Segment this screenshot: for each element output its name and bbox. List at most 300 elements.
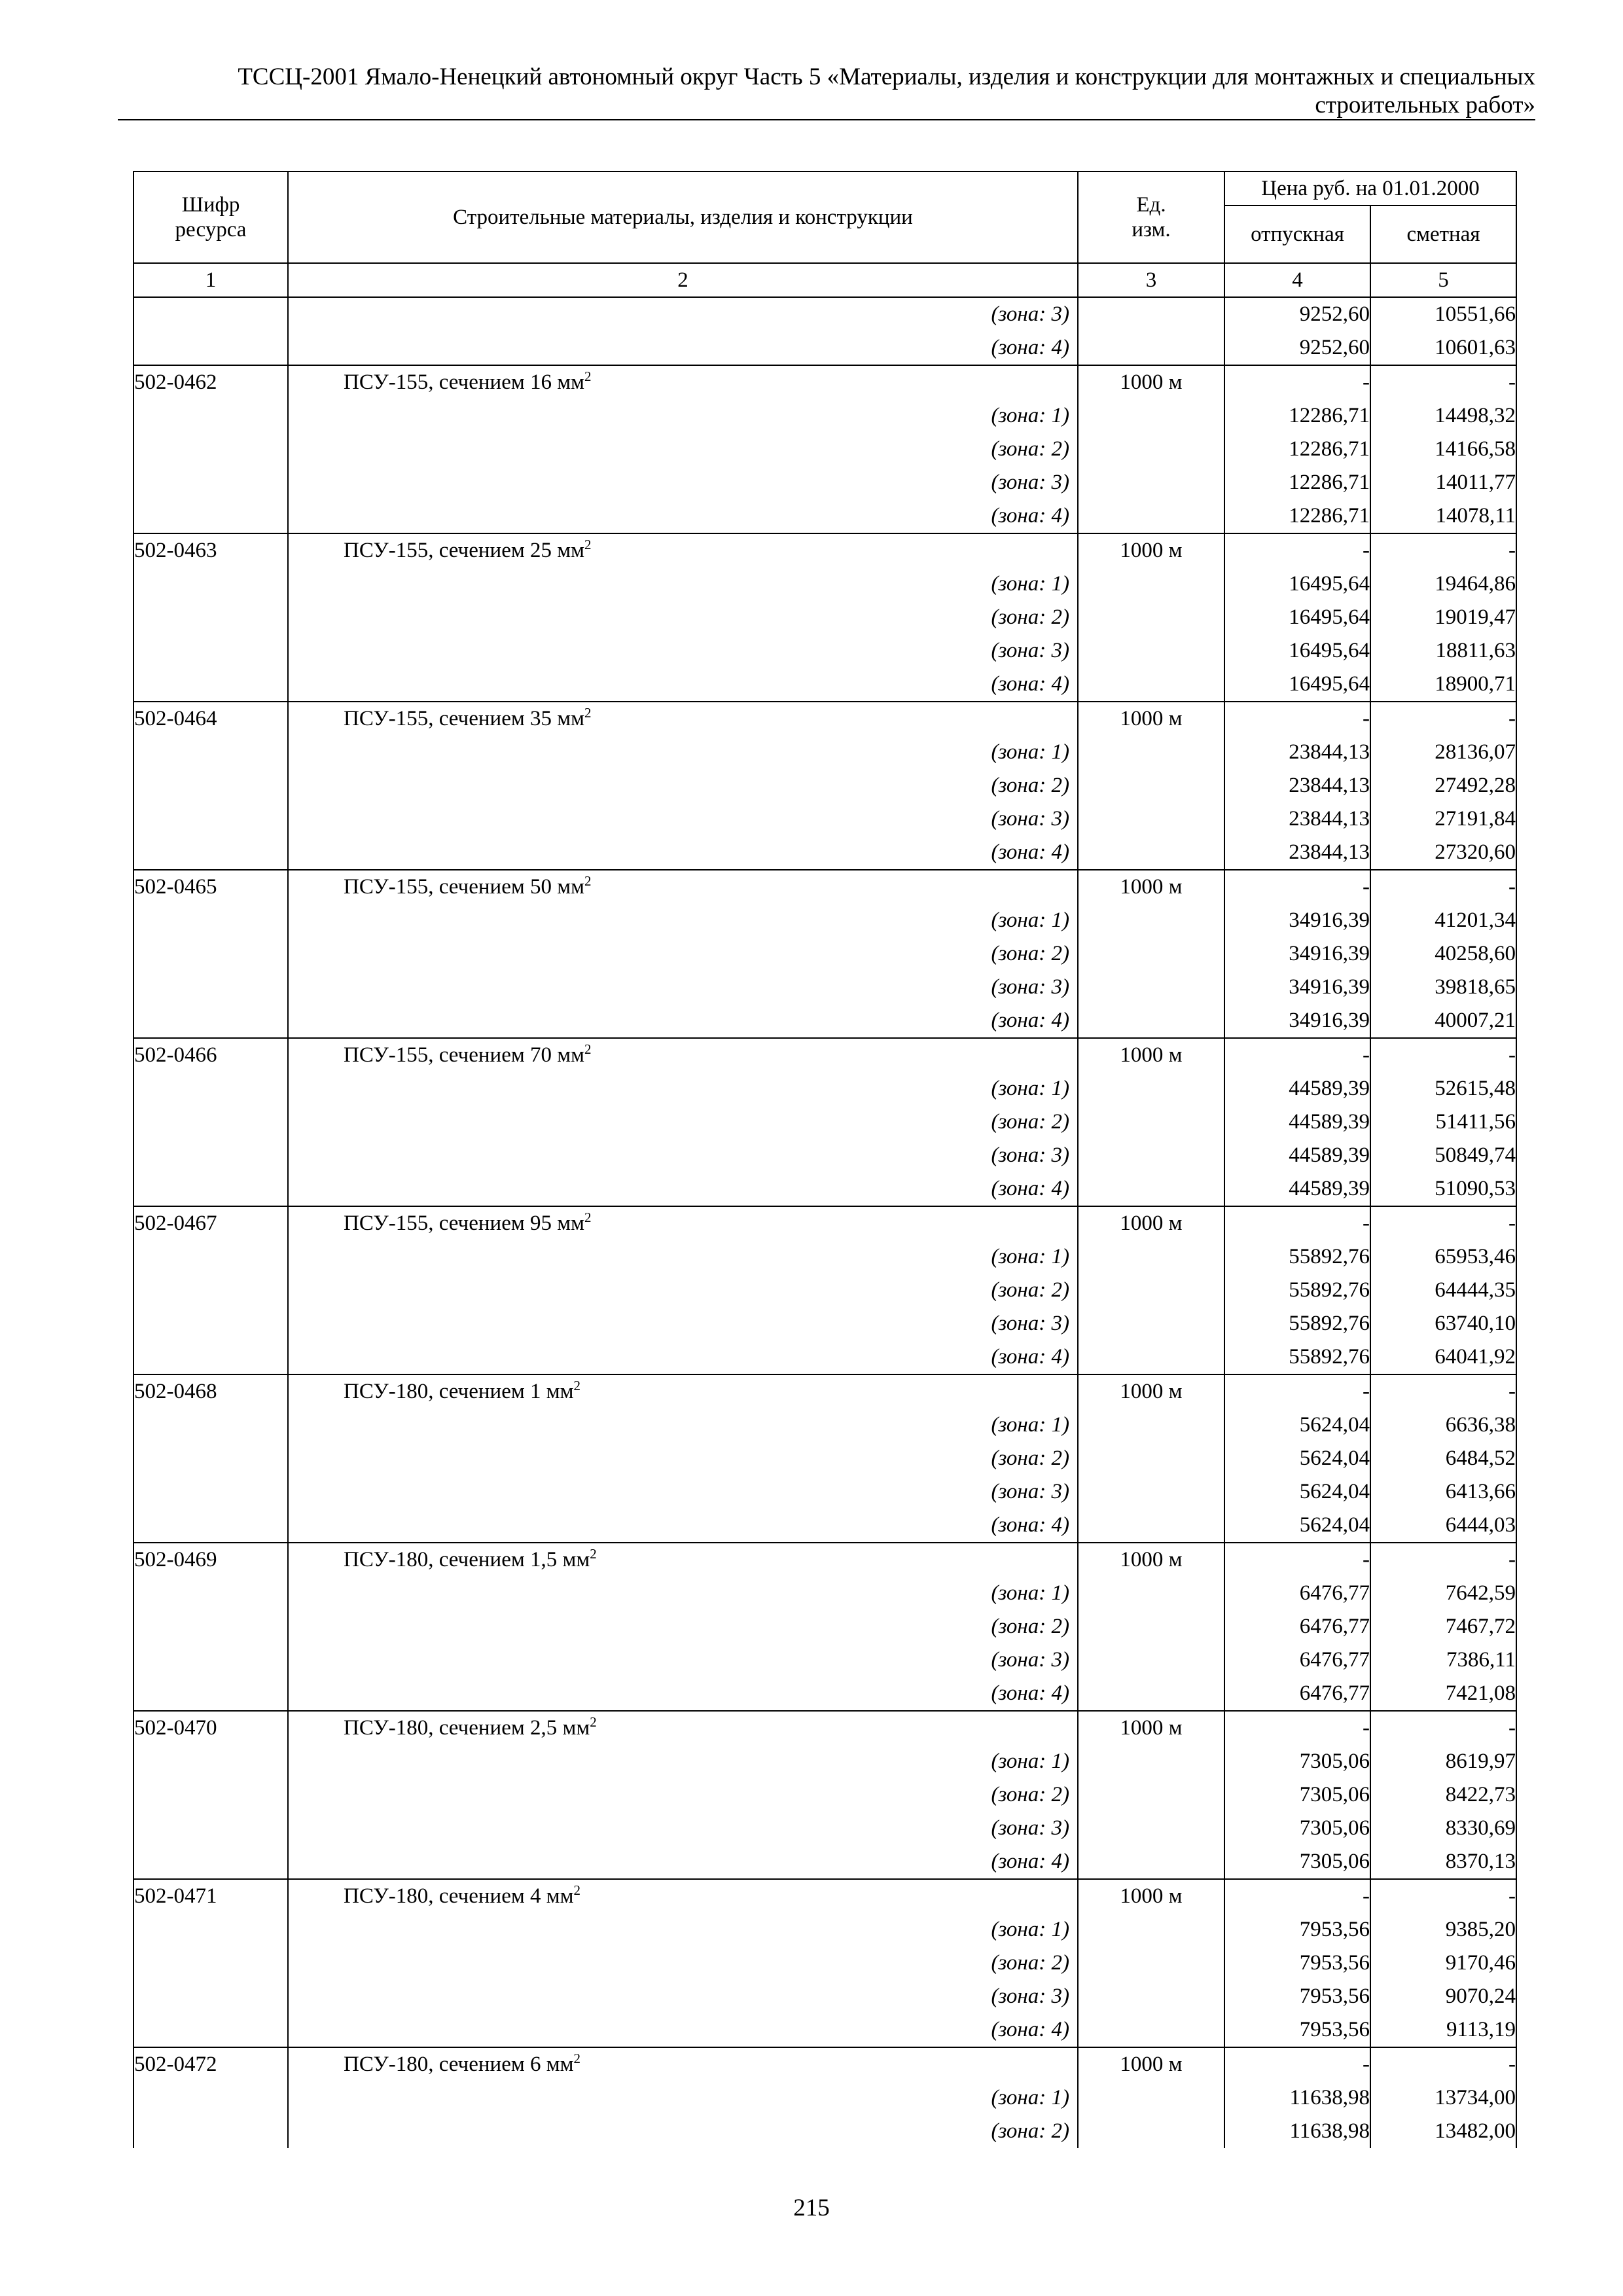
- resource-code: 502-0464: [134, 702, 288, 736]
- unit-cell-empty: [1078, 1139, 1224, 1172]
- unit-cell-empty: [1078, 466, 1224, 499]
- code-cell-empty: [134, 601, 288, 634]
- release-price: 7305,06: [1224, 1812, 1370, 1845]
- release-price: 34916,39: [1224, 1004, 1370, 1038]
- zone-cell: [288, 2115, 1078, 2148]
- material-name: ПСУ-155, сечением 95 мм: [344, 1211, 584, 1235]
- zone-row: [134, 1913, 1516, 1946]
- material-name-cell: [288, 365, 1078, 399]
- unit-superscript: 2: [573, 1378, 580, 1393]
- unit-cell-empty: [1078, 601, 1224, 634]
- column-header-release: отпускная: [1224, 206, 1370, 263]
- unit-cell-empty: [1078, 1274, 1224, 1307]
- estimate-price: 51090,53: [1370, 1172, 1516, 1206]
- zone-row: [134, 1812, 1516, 1845]
- zone-row: [134, 634, 1516, 668]
- zone-cell: [288, 836, 1078, 870]
- release-price: 16495,64: [1224, 601, 1370, 634]
- column-number: 3: [1078, 263, 1224, 297]
- code-cell-empty: [134, 668, 288, 702]
- code-cell-empty: [134, 1610, 288, 1643]
- zone-cell: [288, 499, 1078, 533]
- estimate-price: -: [1370, 1206, 1516, 1240]
- material-name-cell: [288, 1374, 1078, 1408]
- item-row: [134, 870, 1516, 904]
- zone-label: (зона: 1): [991, 908, 1069, 932]
- unit-cell-empty: [1078, 1745, 1224, 1778]
- zone-row: [134, 904, 1516, 937]
- unit-cell-empty: [1078, 971, 1224, 1004]
- unit-cell-empty: [1078, 1946, 1224, 1980]
- zone-row: [134, 399, 1516, 433]
- code-cell-empty: [134, 567, 288, 601]
- zone-cell: [288, 1240, 1078, 1274]
- estimate-price: 64444,35: [1370, 1274, 1516, 1307]
- release-price: 6476,77: [1224, 1677, 1370, 1711]
- zone-row: [134, 937, 1516, 971]
- estimate-price: 14498,32: [1370, 399, 1516, 433]
- code-cell-empty: [134, 1577, 288, 1610]
- resource-code: 502-0462: [134, 365, 288, 399]
- unit-cell-empty: [1078, 1105, 1224, 1139]
- material-name-cell: [288, 1711, 1078, 1745]
- zone-cell: [288, 331, 1078, 365]
- zone-cell: [288, 937, 1078, 971]
- release-price: 16495,64: [1224, 668, 1370, 702]
- code-cell-empty: [134, 1340, 288, 1374]
- unit-of-measure: 1000 м: [1078, 1879, 1224, 1913]
- zone-cell: [288, 634, 1078, 668]
- zone-label: (зона: 1): [991, 1581, 1069, 1605]
- estimate-price: 52615,48: [1370, 1072, 1516, 1105]
- code-cell-empty: [134, 2013, 288, 2047]
- item-row: [134, 1711, 1516, 1745]
- estimate-price: 63740,10: [1370, 1307, 1516, 1340]
- release-price: 34916,39: [1224, 904, 1370, 937]
- estimate-price: 9070,24: [1370, 1980, 1516, 2013]
- release-price: 7305,06: [1224, 1745, 1370, 1778]
- code-cell-empty: [134, 769, 288, 802]
- code-cell-empty: [134, 1812, 288, 1845]
- code-cell-empty: [134, 1509, 288, 1543]
- page-number: 215: [793, 2195, 830, 2221]
- column-header-estimate: сметная: [1370, 206, 1516, 263]
- column-number: 5: [1370, 263, 1516, 297]
- code-cell-empty: [134, 1845, 288, 1879]
- estimate-price: -: [1370, 870, 1516, 904]
- unit-cell-empty: [1078, 399, 1224, 433]
- code-cell-empty: [134, 802, 288, 836]
- code-cell-empty: [134, 1913, 288, 1946]
- estimate-price: 19464,86: [1370, 567, 1516, 601]
- material-name-cell: [288, 702, 1078, 736]
- unit-of-measure: 1000 м: [1078, 870, 1224, 904]
- item-row: [134, 533, 1516, 567]
- zone-row: [134, 1072, 1516, 1105]
- code-cell-empty: [134, 1677, 288, 1711]
- estimate-price: 8330,69: [1370, 1812, 1516, 1845]
- zone-label: (зона: 4): [991, 1345, 1069, 1369]
- zone-label: (зона: 2): [991, 1446, 1069, 1470]
- code-cell-empty: [134, 634, 288, 668]
- zone-cell: [288, 1072, 1078, 1105]
- zone-label: (зона: 2): [991, 605, 1069, 629]
- zone-label: (зона: 1): [991, 1918, 1069, 1941]
- estimate-price: 39818,65: [1370, 971, 1516, 1004]
- code-cell-empty: [134, 904, 288, 937]
- unit-of-measure: 1000 м: [1078, 365, 1224, 399]
- unit-cell-empty: [1078, 736, 1224, 769]
- estimate-price: -: [1370, 2047, 1516, 2081]
- zone-row: [134, 971, 1516, 1004]
- release-price: 12286,71: [1224, 433, 1370, 466]
- unit-cell-empty: [1078, 1778, 1224, 1812]
- zone-cell: [288, 567, 1078, 601]
- release-price: 23844,13: [1224, 836, 1370, 870]
- zone-row: [134, 433, 1516, 466]
- zone-label: (зона: 2): [991, 942, 1069, 965]
- zone-label: (зона: 4): [991, 672, 1069, 696]
- zone-cell: [288, 1913, 1078, 1946]
- zone-row: [134, 802, 1516, 836]
- unit-cell-empty: [1078, 1340, 1224, 1374]
- zone-label: (зона: 2): [991, 774, 1069, 797]
- code-cell-empty: [134, 1105, 288, 1139]
- code-cell-empty: [134, 1307, 288, 1340]
- column-numbers-row: [134, 263, 1516, 297]
- zone-cell: [288, 1610, 1078, 1643]
- unit-cell-empty: [1078, 1610, 1224, 1643]
- unit-cell-empty: [1078, 433, 1224, 466]
- unit-cell-empty: [1078, 331, 1224, 365]
- unit-cell-empty: [1078, 499, 1224, 533]
- item-row: [134, 1879, 1516, 1913]
- resource-code: 502-0467: [134, 1206, 288, 1240]
- code-cell-empty: [134, 736, 288, 769]
- code-cell-empty: [134, 297, 288, 331]
- zone-label: (зона: 1): [991, 1245, 1069, 1268]
- release-price: -: [1224, 870, 1370, 904]
- zone-label: (зона: 2): [991, 1615, 1069, 1638]
- zone-cell: [288, 1004, 1078, 1038]
- estimate-price: -: [1370, 1038, 1516, 1072]
- unit-of-measure: 1000 м: [1078, 2047, 1224, 2081]
- unit-cell-empty: [1078, 1677, 1224, 1711]
- release-price: -: [1224, 1374, 1370, 1408]
- estimate-price: 40007,21: [1370, 1004, 1516, 1038]
- estimate-price: 65953,46: [1370, 1240, 1516, 1274]
- zone-cell: [288, 399, 1078, 433]
- zone-label: (зона: 3): [991, 471, 1069, 494]
- zone-row: [134, 1845, 1516, 1879]
- resource-code: 502-0466: [134, 1038, 288, 1072]
- unit-cell-empty: [1078, 1172, 1224, 1206]
- estimate-price: -: [1370, 1879, 1516, 1913]
- price-table: [133, 171, 1517, 2148]
- unit-cell-empty: [1078, 668, 1224, 702]
- zone-row: [134, 668, 1516, 702]
- zone-row: [134, 769, 1516, 802]
- estimate-price: 14166,58: [1370, 433, 1516, 466]
- item-row: [134, 1038, 1516, 1072]
- unit-of-measure: 1000 м: [1078, 1038, 1224, 1072]
- code-cell-empty: [134, 1980, 288, 2013]
- unit-cell-empty: [1078, 2013, 1224, 2047]
- release-price: 23844,13: [1224, 769, 1370, 802]
- zone-row: [134, 1577, 1516, 1610]
- code-cell-empty: [134, 1004, 288, 1038]
- item-row: [134, 1206, 1516, 1240]
- zone-label: (зона: 4): [991, 840, 1069, 864]
- zone-cell: [288, 736, 1078, 769]
- estimate-price: 13734,00: [1370, 2081, 1516, 2115]
- release-price: 7953,56: [1224, 2013, 1370, 2047]
- unit-cell-empty: [1078, 1408, 1224, 1442]
- release-price: 7953,56: [1224, 1946, 1370, 1980]
- zone-label: (зона: 1): [991, 740, 1069, 764]
- zone-cell: [288, 1307, 1078, 1340]
- zone-row: [134, 1408, 1516, 1442]
- release-price: 7953,56: [1224, 1913, 1370, 1946]
- release-price: -: [1224, 1038, 1370, 1072]
- release-price: 5624,04: [1224, 1475, 1370, 1509]
- zone-label: (зона: 3): [991, 1984, 1069, 2008]
- unit-cell-empty: [1078, 769, 1224, 802]
- zone-cell: [288, 601, 1078, 634]
- zone-cell: [288, 433, 1078, 466]
- zone-label: (зона: 4): [991, 2018, 1069, 2041]
- estimate-price: 14011,77: [1370, 466, 1516, 499]
- release-price: -: [1224, 1206, 1370, 1240]
- zone-row: [134, 1004, 1516, 1038]
- release-price: 34916,39: [1224, 971, 1370, 1004]
- zone-row: [134, 601, 1516, 634]
- estimate-price: -: [1370, 702, 1516, 736]
- material-name: ПСУ-180, сечением 6 мм: [344, 2053, 574, 2076]
- zone-label: (зона: 1): [991, 1077, 1069, 1100]
- unit-of-measure: 1000 м: [1078, 1206, 1224, 1240]
- zone-cell: [288, 1577, 1078, 1610]
- release-price: 9252,60: [1224, 331, 1370, 365]
- zone-cell: [288, 1845, 1078, 1879]
- material-name: ПСУ-155, сечением 50 мм: [344, 875, 584, 899]
- release-price: 6476,77: [1224, 1610, 1370, 1643]
- release-price: 16495,64: [1224, 567, 1370, 601]
- zone-row: [134, 1172, 1516, 1206]
- code-cell-empty: [134, 1408, 288, 1442]
- zone-label: (зона: 3): [991, 1816, 1069, 1840]
- zone-row: [134, 1946, 1516, 1980]
- release-price: -: [1224, 1879, 1370, 1913]
- resource-code: 502-0472: [134, 2047, 288, 2081]
- resource-code: 502-0469: [134, 1543, 288, 1577]
- estimate-price: 19019,47: [1370, 601, 1516, 634]
- zone-row: [134, 1475, 1516, 1509]
- release-price: -: [1224, 365, 1370, 399]
- code-cell-empty: [134, 1442, 288, 1475]
- zone-row: [134, 1509, 1516, 1543]
- release-price: 55892,76: [1224, 1340, 1370, 1374]
- unit-cell-empty: [1078, 937, 1224, 971]
- zone-row: [134, 1139, 1516, 1172]
- column-number: 4: [1224, 263, 1370, 297]
- unit-cell-empty: [1078, 1240, 1224, 1274]
- code-cell-empty: [134, 937, 288, 971]
- estimate-price: 27320,60: [1370, 836, 1516, 870]
- estimate-price: 6413,66: [1370, 1475, 1516, 1509]
- zone-cell: [288, 1340, 1078, 1374]
- release-price: 55892,76: [1224, 1274, 1370, 1307]
- zone-cell: [288, 1475, 1078, 1509]
- material-name: ПСУ-180, сечением 2,5 мм: [344, 1716, 590, 1740]
- column-header-unit: [1078, 171, 1224, 263]
- zone-cell: [288, 1172, 1078, 1206]
- estimate-price: -: [1370, 1374, 1516, 1408]
- zone-cell: [288, 1677, 1078, 1711]
- release-price: 11638,98: [1224, 2115, 1370, 2148]
- estimate-price: -: [1370, 1543, 1516, 1577]
- zone-label: (зона: 2): [991, 1951, 1069, 1975]
- release-price: -: [1224, 702, 1370, 736]
- zone-cell: [288, 1408, 1078, 1442]
- release-price: -: [1224, 2047, 1370, 2081]
- unit-of-measure: 1000 м: [1078, 533, 1224, 567]
- zone-row: [134, 1643, 1516, 1677]
- unit-cell-empty: [1078, 1845, 1224, 1879]
- zone-label: (зона: 3): [991, 302, 1069, 326]
- unit-of-measure: 1000 м: [1078, 702, 1224, 736]
- zone-label: (зона: 3): [991, 807, 1069, 831]
- zone-row: [134, 1778, 1516, 1812]
- page-header: [118, 63, 1535, 119]
- unit-cell-empty: [1078, 1004, 1224, 1038]
- release-price: 7953,56: [1224, 1980, 1370, 2013]
- zone-row: [134, 2081, 1516, 2115]
- estimate-price: 18900,71: [1370, 668, 1516, 702]
- zone-label: (зона: 1): [991, 2086, 1069, 2109]
- zone-label: (зона: 2): [991, 2119, 1069, 2143]
- release-price: 23844,13: [1224, 736, 1370, 769]
- zone-label: (зона: 3): [991, 1648, 1069, 1672]
- zone-label: (зона: 2): [991, 1278, 1069, 1302]
- resource-code: 502-0468: [134, 1374, 288, 1408]
- code-cell-empty: [134, 1139, 288, 1172]
- unit-superscript: 2: [584, 873, 592, 889]
- column-header-unit-text: Ед. изм.: [1132, 193, 1171, 242]
- zone-label: (зона: 1): [991, 572, 1069, 596]
- zone-cell: [288, 2013, 1078, 2047]
- unit-of-measure: 1000 м: [1078, 1711, 1224, 1745]
- estimate-price: 6484,52: [1370, 1442, 1516, 1475]
- unit-cell-empty: [1078, 904, 1224, 937]
- unit-superscript: 2: [584, 537, 592, 552]
- material-name: ПСУ-180, сечением 1,5 мм: [344, 1548, 590, 1571]
- zone-cell: [288, 466, 1078, 499]
- release-price: 55892,76: [1224, 1240, 1370, 1274]
- release-price: 9252,60: [1224, 297, 1370, 331]
- unit-superscript: 2: [590, 1714, 597, 1730]
- zone-label: (зона: 3): [991, 639, 1069, 662]
- unit-cell-empty: [1078, 802, 1224, 836]
- code-cell-empty: [134, 2081, 288, 2115]
- unit-of-measure: 1000 м: [1078, 1374, 1224, 1408]
- code-cell-empty: [134, 2115, 288, 2148]
- item-row: [134, 1543, 1516, 1577]
- release-price: 6476,77: [1224, 1643, 1370, 1677]
- zone-label: (зона: 3): [991, 1480, 1069, 1503]
- code-cell-empty: [134, 1172, 288, 1206]
- unit-cell-empty: [1078, 634, 1224, 668]
- material-name-cell: [288, 870, 1078, 904]
- unit-cell-empty: [1078, 1980, 1224, 2013]
- release-price: 6476,77: [1224, 1577, 1370, 1610]
- material-name-cell: [288, 1206, 1078, 1240]
- zone-cell: [288, 1139, 1078, 1172]
- estimate-price: 9385,20: [1370, 1913, 1516, 1946]
- unit-cell-empty: [1078, 836, 1224, 870]
- estimate-price: 7467,72: [1370, 1610, 1516, 1643]
- release-price: 7305,06: [1224, 1845, 1370, 1879]
- header-divider: [118, 119, 1535, 120]
- estimate-price: 27191,84: [1370, 802, 1516, 836]
- zone-label: (зона: 4): [991, 504, 1069, 528]
- item-row: [134, 1374, 1516, 1408]
- release-price: 44589,39: [1224, 1172, 1370, 1206]
- zone-label: (зона: 1): [991, 1413, 1069, 1437]
- zone-row: [134, 499, 1516, 533]
- zone-cell: [288, 1105, 1078, 1139]
- release-price: 44589,39: [1224, 1072, 1370, 1105]
- estimate-price: 6444,03: [1370, 1509, 1516, 1543]
- zone-label: (зона: 4): [991, 1850, 1069, 1873]
- material-name-cell: [288, 1543, 1078, 1577]
- column-header-name: Строительные материалы, изделия и конструкции: [288, 171, 1078, 263]
- unit-superscript: 2: [590, 1546, 597, 1562]
- unit-cell-empty: [1078, 2115, 1224, 2148]
- item-row: [134, 2047, 1516, 2081]
- zone-cell: [288, 802, 1078, 836]
- code-cell-empty: [134, 836, 288, 870]
- zone-label: (зона: 1): [991, 1749, 1069, 1773]
- unit-superscript: 2: [584, 1210, 592, 1225]
- material-name-cell: [288, 2047, 1078, 2081]
- unit-superscript: 2: [584, 705, 592, 721]
- zone-row: [134, 297, 1516, 331]
- estimate-price: -: [1370, 1711, 1516, 1745]
- estimate-price: 13482,00: [1370, 2115, 1516, 2148]
- code-cell-empty: [134, 1072, 288, 1105]
- zone-cell: [288, 1643, 1078, 1677]
- code-cell-empty: [134, 466, 288, 499]
- zone-row: [134, 466, 1516, 499]
- zone-row: [134, 736, 1516, 769]
- unit-cell-empty: [1078, 1307, 1224, 1340]
- unit-cell-empty: [1078, 1475, 1224, 1509]
- column-number: 1: [134, 263, 288, 297]
- unit-cell-empty: [1078, 297, 1224, 331]
- zone-label: (зона: 3): [991, 975, 1069, 999]
- unit-cell-empty: [1078, 1577, 1224, 1610]
- zone-label: (зона: 2): [991, 1783, 1069, 1806]
- unit-cell-empty: [1078, 2081, 1224, 2115]
- table-body: [134, 297, 1516, 2148]
- unit-cell-empty: [1078, 1072, 1224, 1105]
- code-cell-empty: [134, 499, 288, 533]
- zone-row: [134, 1340, 1516, 1374]
- material-name: ПСУ-155, сечением 16 мм: [344, 370, 584, 394]
- unit-cell-empty: [1078, 1812, 1224, 1845]
- zone-label: (зона: 2): [991, 1110, 1069, 1134]
